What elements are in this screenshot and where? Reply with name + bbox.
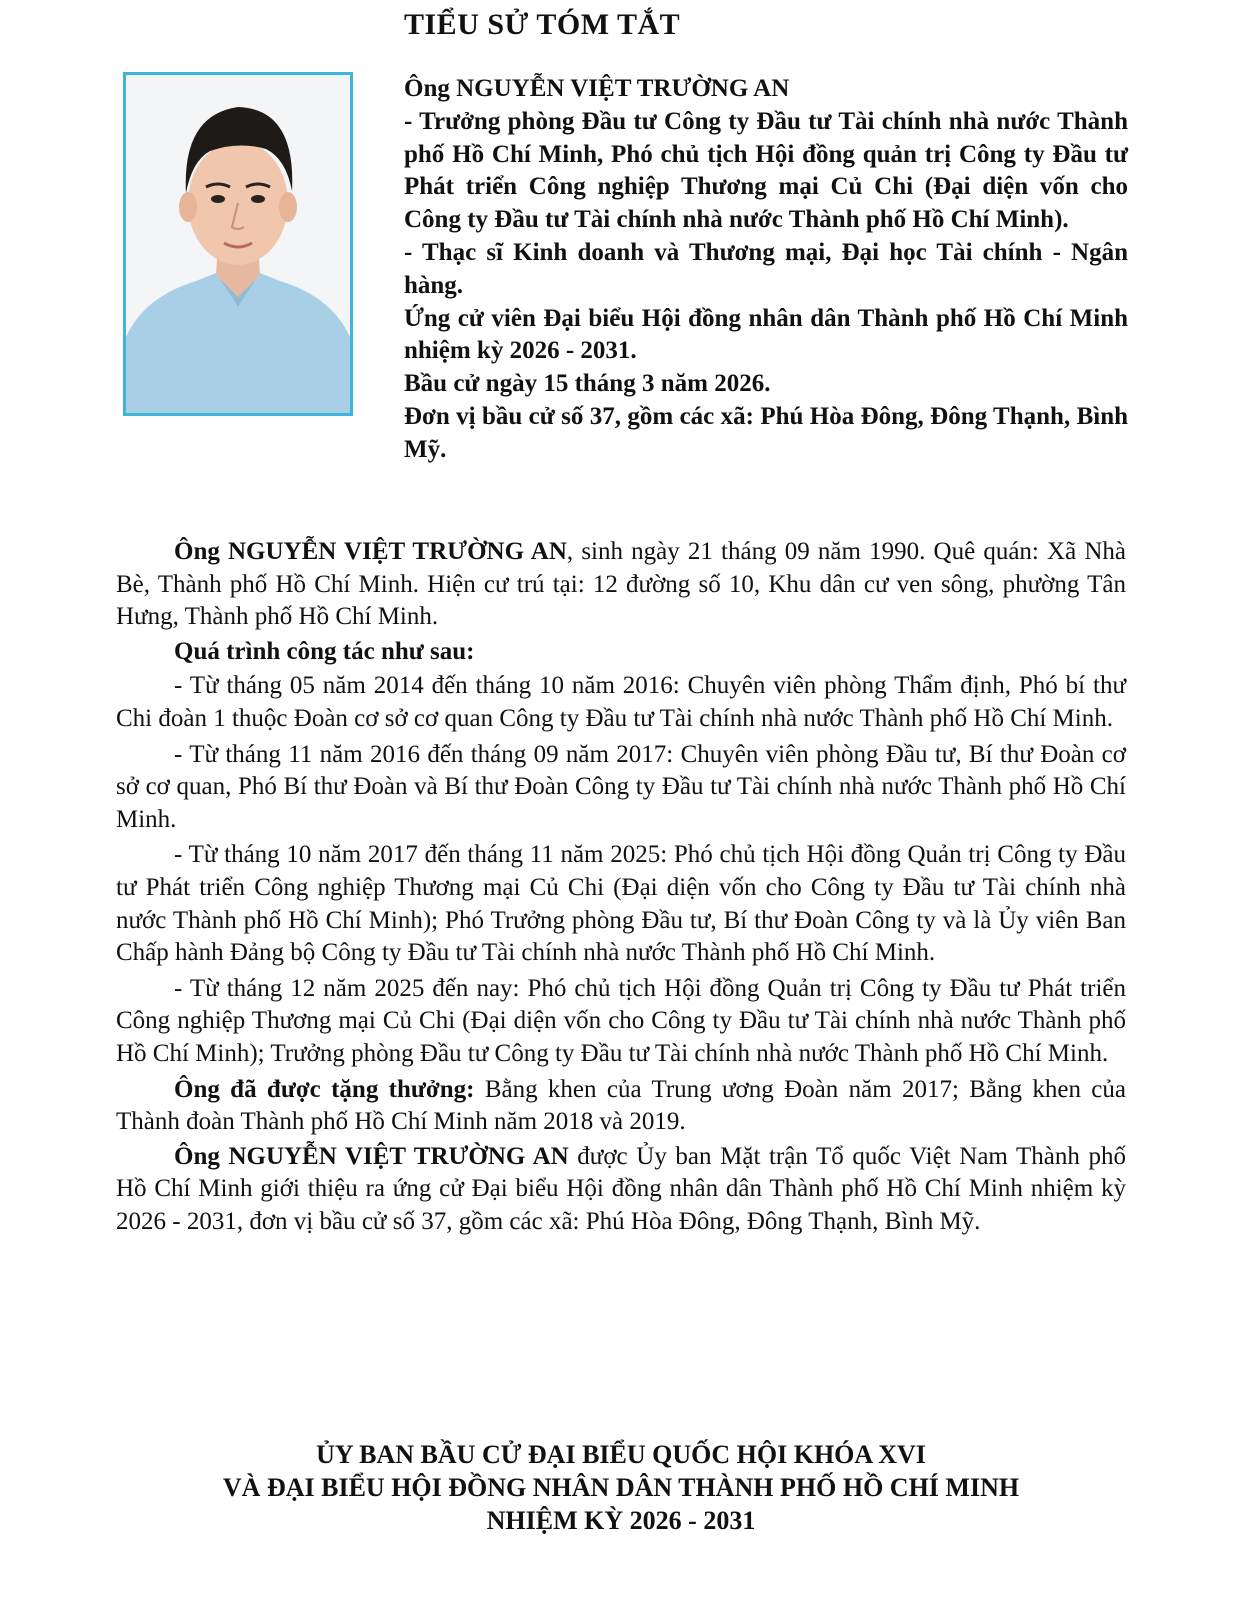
closing-paragraph (116, 1141, 1126, 1239)
person-icon (126, 75, 350, 413)
footer-line-2: VÀ ĐẠI BIỂU HỘI ĐỒNG NHÂN DÂN THÀNH PHỐ HỒ CHÍ MINH (222, 1473, 1020, 1502)
intro-text: , sinh ngày 21 tháng 09 năm 1990. Quê quán: Xã Nhà Bè, Thành phố Hồ Chí Minh. Hiện cư trú tại: 12 đường số 10, Khu dân cư ven sông, phường Tân Hưng, Thành phố Hồ Chí Minh. (116, 538, 1126, 631)
work-item: - Từ tháng 05 năm 2014 đến tháng 10 năm 2016: Chuyên viên phòng Thẩm định, Phó bí thư Chi đoàn 1 thuộc Đoàn cơ sở cơ quan Công ty Đầu tư Tài chính nhà nước Thành phố Hồ Chí Minh. (116, 672, 1126, 732)
portrait-photo (123, 72, 353, 416)
work-heading (116, 636, 1126, 669)
summary-position-2: - Thạc sĩ Kinh doanh và Thương mại, Đại học Tài chính - Ngân hàng. (404, 238, 1128, 299)
awards-label: Ông đã được tặng thưởng: (174, 1075, 475, 1103)
summary-block (404, 73, 1128, 467)
summary-district: Đơn vị bầu cử số 37, gồm các xã: Phú Hòa Đông, Đông Thạnh, Bình Mỹ. (404, 402, 1128, 463)
footer-line-3: NHIỆM KỲ 2026 - 2031 (486, 1506, 756, 1535)
biography-body (116, 536, 1126, 1240)
closing-text: được Ủy ban Mặt trận Tổ quốc Việt Nam Thành phố Hồ Chí Minh giới thiệu ra ứng cử Đại biểu Hội đồng nhân dân Thành phố Hồ Chí Minh nhiệm kỳ 2026 - 2031, đơn vị bầu cử số 37, gồm các xã: Phú Hòa Đông, Đông Thạnh, Bình Mỹ. (116, 1142, 1126, 1235)
summary-name: Ông NGUYỄN VIỆT TRƯỜNG AN (404, 75, 790, 102)
intro-paragraph (116, 536, 1126, 634)
intro-name: Ông NGUYỄN VIỆT TRƯỜNG AN (174, 538, 567, 565)
page-title: TIỂU SỬ TÓM TẮT (404, 8, 681, 41)
closing-name: Ông NGUYỄN VIỆT TRƯỜNG AN (174, 1142, 569, 1170)
work-item: - Từ tháng 12 năm 2025 đến nay: Phó chủ tịch Hội đồng Quản trị Công ty Đầu tư Phát triển Công nghiệp Thương mại Củ Chi (Đại diện vốn cho Công ty Đầu tư Tài chính nhà nước Thành phố Hồ Chí Minh); Trưởng phòng Đầu tư Công ty Đầu tư Tài chính nhà nước Thành phố Hồ Chí Minh. (116, 974, 1126, 1067)
issuer-footer (116, 1438, 1126, 1537)
work-item: - Từ tháng 10 năm 2017 đến tháng 11 năm 2025: Phó chủ tịch Hội đồng Quản trị Công ty Đầu tư Phát triển Công nghiệp Thương mại Củ Chi (Đại diện vốn cho Công ty Đầu tư Tài chính nhà nước Thành phố Hồ Chí Minh); Phó Trưởng phòng Đầu tư, Bí thư Đoàn Công ty và là Ủy viên Ban Chấp hành Đảng bộ Công ty Đầu tư Tài chính nhà nước Thành phố Hồ Chí Minh. (116, 841, 1126, 967)
footer-line-1: ỦY BAN BẦU CỬ ĐẠI BIỂU QUỐC HỘI KHÓA XVI (316, 1440, 926, 1469)
awards-text: Bằng khen của Trung ương Đoàn năm 2017; Bằng khen của Thành đoàn Thành phố Hồ Chí Minh năm 2018 và 2019. (116, 1075, 1126, 1136)
awards-paragraph (116, 1074, 1126, 1139)
summary-candidacy: Ứng cử viên Đại biểu Hội đồng nhân dân Thành phố Hồ Chí Minh nhiệm kỳ 2026 - 2031. (404, 304, 1128, 365)
work-heading-text: Quá trình công tác như sau: (174, 637, 475, 665)
summary-election-date: Bầu cử ngày 15 tháng 3 năm 2026. (404, 370, 771, 398)
work-item: - Từ tháng 11 năm 2016 đến tháng 09 năm 2017: Chuyên viên phòng Đầu tư, Bí thư Đoàn cơ sở cơ quan, Phó Bí thư Đoàn và Bí thư Đoàn Công ty Đầu tư Tài chính nhà nước Thành phố Hồ Chí Minh. (116, 740, 1126, 833)
summary-position-1: - Trưởng phòng Đầu tư Công ty Đầu tư Tài chính nhà nước Thành phố Hồ Chí Minh, Phó chủ tịch Hội đồng quản trị Công ty Đầu tư Phát triển Công nghiệp Thương mại Củ Chi (Đại diện vốn cho Công ty Đầu tư Tài chính nhà nước Thành phố Hồ Chí Minh). (404, 107, 1128, 234)
